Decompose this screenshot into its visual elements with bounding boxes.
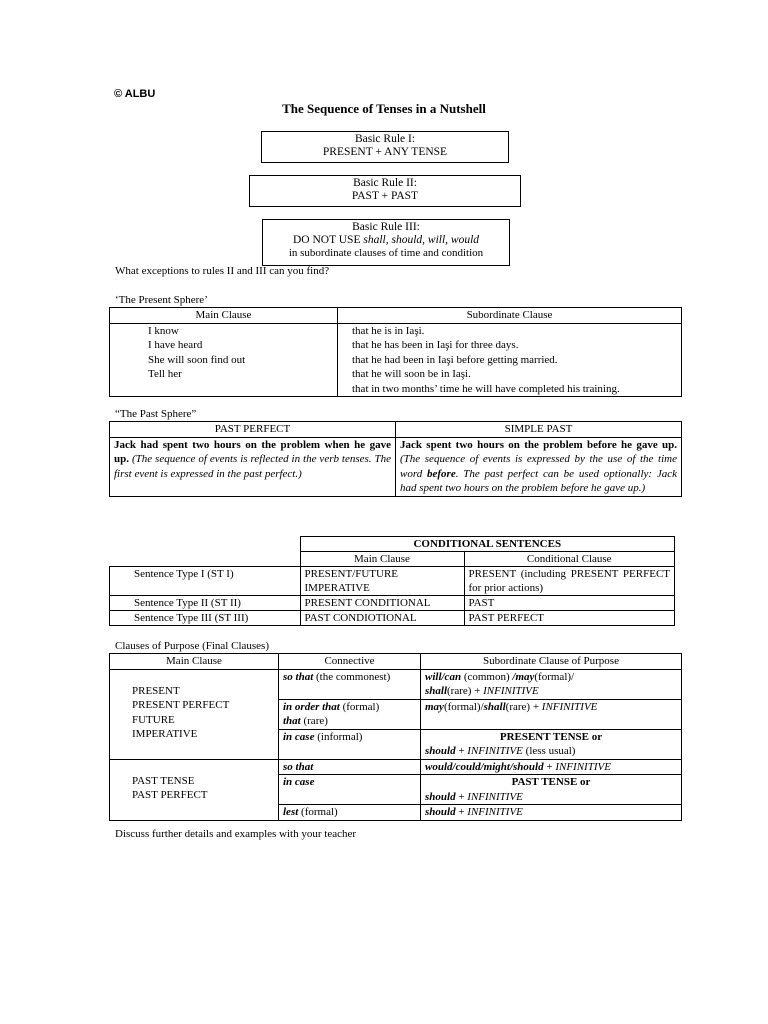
st1-label: Sentence Type I (ST I) <box>110 567 301 596</box>
st3-label: Sentence Type III (ST III) <box>110 611 301 626</box>
sub-note: (common) <box>461 670 513 683</box>
purpose-main-item: PAST TENSE <box>132 774 195 787</box>
conn-keyword: in case <box>283 776 315 788</box>
sub-head: PRESENT TENSE or <box>499 730 603 743</box>
rule-3-line <box>263 234 509 247</box>
copyright: © ALBU <box>114 88 156 100</box>
st1-main: PRESENT/FUTURE IMPERATIVE <box>300 567 464 596</box>
col-past-perfect: PAST PERFECT <box>110 422 396 438</box>
conn-keyword: in order that <box>283 700 340 713</box>
main-clause-item: She will soon find out <box>148 353 246 366</box>
sub-kw: would/could/might/should <box>425 760 544 773</box>
purpose-main-item: PRESENT PERFECT <box>132 699 230 711</box>
purpose-table <box>109 653 682 821</box>
conn-keyword: lest <box>283 806 299 818</box>
sub-kw: /may <box>512 670 535 683</box>
sub-note: (less usual) <box>522 745 576 757</box>
col-subordinate-clause: Subordinate Clause <box>338 308 682 324</box>
conditional-title: CONDITIONAL SENTENCES <box>300 537 675 552</box>
conn-keyword: so that <box>283 760 314 773</box>
present-sphere-heading: ‘The Present Sphere’ <box>115 294 208 306</box>
sp-sentence: Jack spent two hours on the problem before he gave up. <box>400 438 677 451</box>
sub-kw: shall <box>425 685 448 697</box>
rule-3-words: shall, should, will, would <box>363 234 480 246</box>
sub-kw: will/can <box>425 670 462 683</box>
connective-so-that-past <box>279 759 421 775</box>
past-sphere-heading: “The Past Sphere” <box>115 408 197 420</box>
sub-clause-item: that he had been in Iaşi before getting married. <box>352 353 558 366</box>
present-sphere-table <box>109 307 682 397</box>
past-perfect-example <box>110 437 396 496</box>
purpose-main-item: PRESENT <box>132 684 180 697</box>
sub-purpose-4 <box>421 759 682 775</box>
st2-main: PRESENT CONDITIONAL <box>300 596 464 611</box>
rule-box-1 <box>261 131 509 163</box>
col-main-clause: Main Clause <box>110 308 338 324</box>
sp-keyword: before <box>427 467 456 480</box>
rule-3-text2: in subordinate clauses of time and condition <box>288 247 484 259</box>
rule-box-2 <box>249 175 521 207</box>
pp-explanation: (The sequence of events is reflected in the verb tenses. The first event is expressed in the past perfect.) <box>114 453 392 480</box>
connective-in-case <box>279 729 421 759</box>
purpose-main-item: PAST PERFECT <box>132 789 208 801</box>
rule-3-prefix: DO NOT USE <box>292 234 364 246</box>
conn-note: (formal) <box>339 700 380 713</box>
conn-keyword: so that <box>283 670 314 683</box>
sub-clause-item: that he will soon be in Iaşi. <box>352 368 471 380</box>
sub-note: (formal)/ <box>534 670 575 683</box>
st1-cond: PRESENT (including PRESENT PERFECT for prior actions) <box>464 567 675 596</box>
page-title: The Sequence of Tenses in a Nutshell <box>282 101 486 116</box>
col-cond-main: Main Clause <box>300 552 464 567</box>
pp-sentence: Jack had spent two hours on the problem when he gave up. <box>114 438 391 465</box>
col-cond-clause: Conditional Clause <box>464 552 675 567</box>
main-clause-item: Tell her <box>148 368 182 380</box>
conn-note: (formal) <box>298 806 338 818</box>
st3-cond: PAST PERFECT <box>464 611 675 626</box>
purpose-main-item: IMPERATIVE <box>132 728 198 740</box>
sub-inf: INFINITIVE <box>541 700 598 713</box>
sp-explanation-1: (The sequence of events is expressed by the use of the time word <box>400 453 677 480</box>
sub-inf: INFINITIVE <box>467 790 523 803</box>
sub-purpose-1 <box>421 669 682 699</box>
col-purpose-main: Main Clause <box>110 654 279 670</box>
footer-note: Discuss further details and examples with your teacher <box>115 828 357 840</box>
rule-box-3 <box>262 219 510 266</box>
conn-note: (rare) <box>300 715 328 727</box>
sub-kw: shall <box>483 700 506 713</box>
st3-main: PAST CONDIOTIONAL <box>300 611 464 626</box>
sub-note: + <box>543 760 556 773</box>
conn-note: (the commonest) <box>313 670 391 683</box>
sub-clause-item: that in two months’ time he will have completed his training. <box>352 382 620 395</box>
st2-label: Sentence Type II (ST II) <box>110 596 301 611</box>
conn-note: (informal) <box>314 730 363 743</box>
connective-so-that <box>279 669 421 699</box>
connective-lest <box>279 805 421 821</box>
col-purpose-sub: Subordinate Clause of Purpose <box>421 654 682 670</box>
sub-inf: INFINITIVE <box>555 760 611 773</box>
sub-kw: should <box>425 790 456 803</box>
conditional-table <box>109 536 675 626</box>
sub-purpose-5 <box>421 775 682 805</box>
sub-note: (formal)/ <box>443 700 484 713</box>
conn-keyword: that <box>283 715 301 727</box>
rule-2-text: PAST + PAST <box>351 190 419 202</box>
sub-note: + <box>455 745 468 757</box>
sub-head: PAST TENSE or <box>511 776 591 788</box>
sub-inf: INFINITIVE <box>467 745 523 757</box>
connective-in-case-past <box>279 775 421 805</box>
past-sphere-table <box>109 421 682 497</box>
sub-note: + <box>455 790 468 803</box>
sub-note: (rare) + <box>505 700 542 713</box>
col-connective: Connective <box>279 654 421 670</box>
sub-note: (rare) + <box>447 685 484 697</box>
purpose-main-group-1 <box>110 669 279 759</box>
sub-kw: may <box>425 700 444 713</box>
col-simple-past: SIMPLE PAST <box>396 422 682 438</box>
main-clause-item: I have heard <box>148 339 203 351</box>
conn-keyword: in case <box>283 730 315 743</box>
sub-inf: INFINITIVE <box>483 685 539 697</box>
connective-in-order-that <box>279 699 421 729</box>
main-clause-item: I know <box>148 324 179 337</box>
sub-inf: INFINITIVE <box>467 806 523 818</box>
question-text: What exceptions to rules II and III can you find? <box>115 265 330 277</box>
sub-purpose-6 <box>421 805 682 821</box>
sub-clause-item: that he has been in Iaşi for three days. <box>352 339 519 351</box>
purpose-main-item: FUTURE <box>132 713 175 726</box>
rule-2-title: Basic Rule II: <box>353 177 417 189</box>
sub-purpose-2 <box>421 699 682 729</box>
sub-purpose-3 <box>421 729 682 759</box>
sub-kw: should <box>425 806 456 818</box>
purpose-main-group-2 <box>110 759 279 820</box>
simple-past-example <box>396 437 682 496</box>
rule-1-text: PRESENT + ANY TENSE <box>322 146 448 158</box>
rule-3-title: Basic Rule III: <box>352 221 420 233</box>
rule-1-title: Basic Rule I: <box>354 133 416 145</box>
sp-explanation-2: . The past perfect can be used optionally: Jack had spent two hours on the problem before he gave up.) <box>400 467 677 494</box>
sub-clause-item: that he is in Iaşi. <box>352 324 425 337</box>
purpose-heading: Clauses of Purpose (Final Clauses) <box>115 640 269 652</box>
sub-kw: should <box>425 745 456 757</box>
sub-note: + <box>455 806 468 818</box>
st2-cond: PAST <box>464 596 675 611</box>
